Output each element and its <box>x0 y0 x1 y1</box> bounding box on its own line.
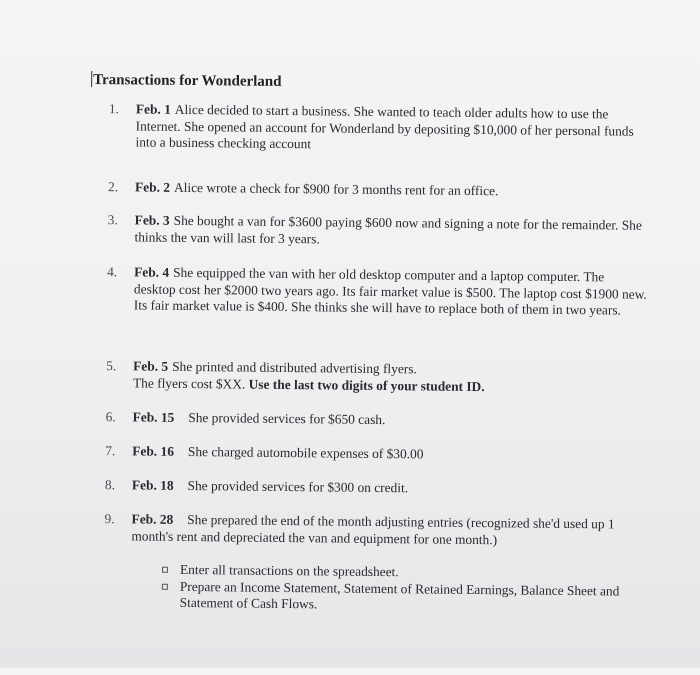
item-text: She prepared the end of the month adjusting entries (recognized she'd used up 1 month's rent and depreciated the van and equipment for one month.) <box>131 511 615 547</box>
item-text: Alice wrote a check for $900 for 3 months rent for an office. <box>173 179 499 199</box>
item-text: Alice decided to start a business. She wanted to teach older adults how to use the Internet. She opened an account for Wonderland by depositing $10,000 of her personal funds into a business checking account <box>135 101 634 152</box>
item-number: 9. <box>104 511 115 527</box>
checkbox-bullet-icon <box>162 583 168 589</box>
item-date: Feb. 4 <box>134 264 170 280</box>
item-date: Feb. 15 <box>132 409 175 425</box>
item-instruction: Use the last two digits of your student ID. <box>248 376 485 394</box>
text-cursor <box>91 71 92 87</box>
item-number: 1. <box>108 101 119 117</box>
list-item <box>108 101 648 156</box>
item-text: She bought a van for $3600 paying $600 now and signing a note for the remainder. She thinks the van will last for 3 years. <box>134 212 642 246</box>
item-text-line2: The flyers cost $XX. <box>132 374 246 392</box>
task-text: Enter all transactions on the spreadsheet. <box>179 561 399 580</box>
task-text: Prepare an Income Statement, Statement of Retained Earnings, Balance Sheet and Statement of Cash Flows. <box>179 578 620 612</box>
item-text: She equipped the van with her old desktop computer and a laptop computer. The desktop cost her $2000 two years ago. Its fair market value is $500. The laptop cost $1900 new. Its fair market value is $400. She thinks she will have to replace both of them in two years. <box>133 264 647 318</box>
list-item <box>105 443 645 465</box>
item-date: Feb. 2 <box>134 179 171 195</box>
item-text: She provided services for $650 cash. <box>188 409 386 428</box>
checkbox-bullet-icon <box>162 567 168 573</box>
item-date: Feb. 3 <box>134 212 170 228</box>
list-item <box>107 264 647 319</box>
item-number: 7. <box>105 443 116 459</box>
task-item <box>162 578 632 616</box>
task-list <box>162 562 632 616</box>
item-text: She printed and distributed advertising flyers. <box>172 358 417 377</box>
item-date: Feb. 5 <box>133 358 169 374</box>
item-number: 3. <box>107 212 118 228</box>
item-date: Feb. 18 <box>131 477 174 493</box>
item-number: 5. <box>106 358 117 374</box>
item-text: She charged automobile expenses of $30.00 <box>187 443 424 462</box>
list-item <box>106 409 646 431</box>
list-item <box>108 179 648 201</box>
item-date: Feb. 28 <box>131 511 174 527</box>
list-item <box>104 511 644 550</box>
item-number: 6. <box>105 409 116 425</box>
document-title <box>91 71 282 91</box>
item-number: 4. <box>107 264 118 280</box>
item-date: Feb. 1 <box>135 101 171 117</box>
item-number: 8. <box>104 477 116 493</box>
item-text: She provided services for $300 on credit. <box>187 477 409 496</box>
list-item <box>107 212 647 251</box>
list-item <box>105 477 645 499</box>
title-text: Transactions for Wonderland <box>93 71 282 90</box>
list-item <box>106 358 646 397</box>
item-date: Feb. 16 <box>132 443 175 459</box>
item-number: 2. <box>107 179 119 195</box>
